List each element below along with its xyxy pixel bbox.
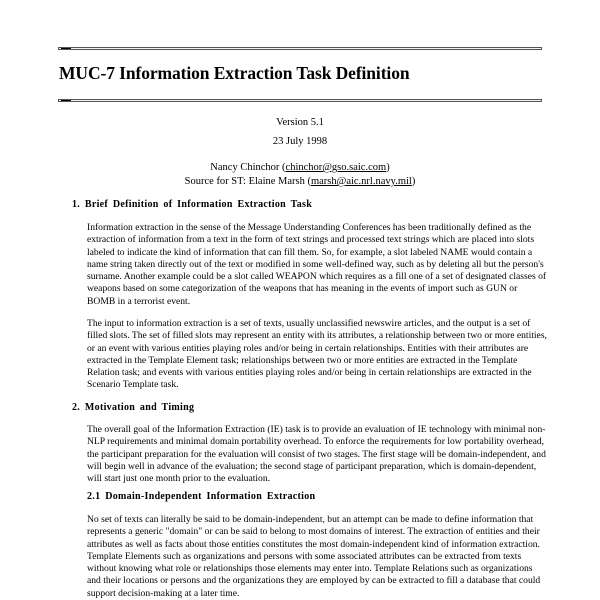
author-email-link[interactable]: chinchor@gso.saic.com — [285, 162, 387, 173]
subsection-heading-domain-independent: 2.1 Domain-Independent Information Extraction — [87, 491, 316, 502]
paragraph-ie-input: The input to information extraction is a set of texts, usually unclassified newswire articles, and the output is a set of filled slots. The set of filled slots may represent an entity with its attributes, a relationship between two or more entities, or an event with various entities playing roles and/or being in certain relationships. Entities with their attributes are extracted in the Template Element task; relationships between two or more entities are extracted in the Template Relation task; and events with various entities playing roles and/or being in certain relationships are extracted in the Scenario Template task. — [87, 318, 547, 391]
source-email-link[interactable]: marsh@aic.nrl.navy.mil — [310, 176, 412, 187]
section-heading-brief-definition: 1. Brief Definition of Information Extraction Task — [72, 199, 313, 210]
top-horizontal-rule — [58, 47, 542, 50]
date-text: 23 July 1998 — [272, 136, 328, 147]
source-prefix: Source for ST: Elaine Marsh ( — [184, 176, 311, 187]
page-title: MUC-7 Information Extraction Task Definition — [59, 63, 410, 83]
paragraph-domain-independent: No set of texts can literally be said to be domain-independent, but an attempt can be made to define information that represents a generic "domain" or can be said to belong to most domains of interest. The extraction of entities and their attributes as well as facts about those entities constitutes the most domain-independent kind of information extraction. Template Elements such as organizations and persons with some associated attributes can be extracted from texts without knowing what role or relationships those elements may enter into. Template Relations such as organizations and their locations or persons and the organizations they are employed by can be extracted to fill a database that could support decision-making at a later time. — [87, 514, 541, 599]
paragraph-motivation: The overall goal of the Information Extraction (IE) task is to provide an evaluation of IE technology with minimal non-NLP requirements and minimal domain portability overhead. To enforce the requirements for low portability overhead, the participant preparation for the evaluation will consist of two stages. The first stage will be domain-independent, and will begin well in advance of the evaluation; the second stage of participant preparation, which is domain-dependent, will start just one month prior to the evaluation. — [87, 424, 546, 485]
author-line — [0, 162, 600, 173]
paragraph-ie-definition: Information extraction in the sense of the Message Understanding Conferences has been traditionally defined as the extraction of information from a text in the form of text strings and processed text strings which are placed into slots labeled to indicate the kind of information that can fill them. So, for example, a slot labeled NAME would contain a name string taken directly out of the text or modified in some well-defined way, such as by deleting all but the person's surname. Another example could be a slot called WEAPON which requires as a fill one of a set of designated classes of weapons based on some categorization of the weapons that has meaning in the events of import such as GUN or BOMB in a terrorist event. — [87, 222, 547, 307]
author-prefix: Nancy Chinchor ( — [210, 162, 286, 173]
source-line — [0, 176, 600, 187]
author-suffix: ) — [386, 162, 390, 173]
source-suffix: ) — [411, 176, 416, 187]
section-heading-motivation: 2. Motivation and Timing — [72, 402, 195, 413]
version-text: Version 5.1 — [276, 117, 324, 128]
bottom-horizontal-rule — [58, 99, 542, 102]
